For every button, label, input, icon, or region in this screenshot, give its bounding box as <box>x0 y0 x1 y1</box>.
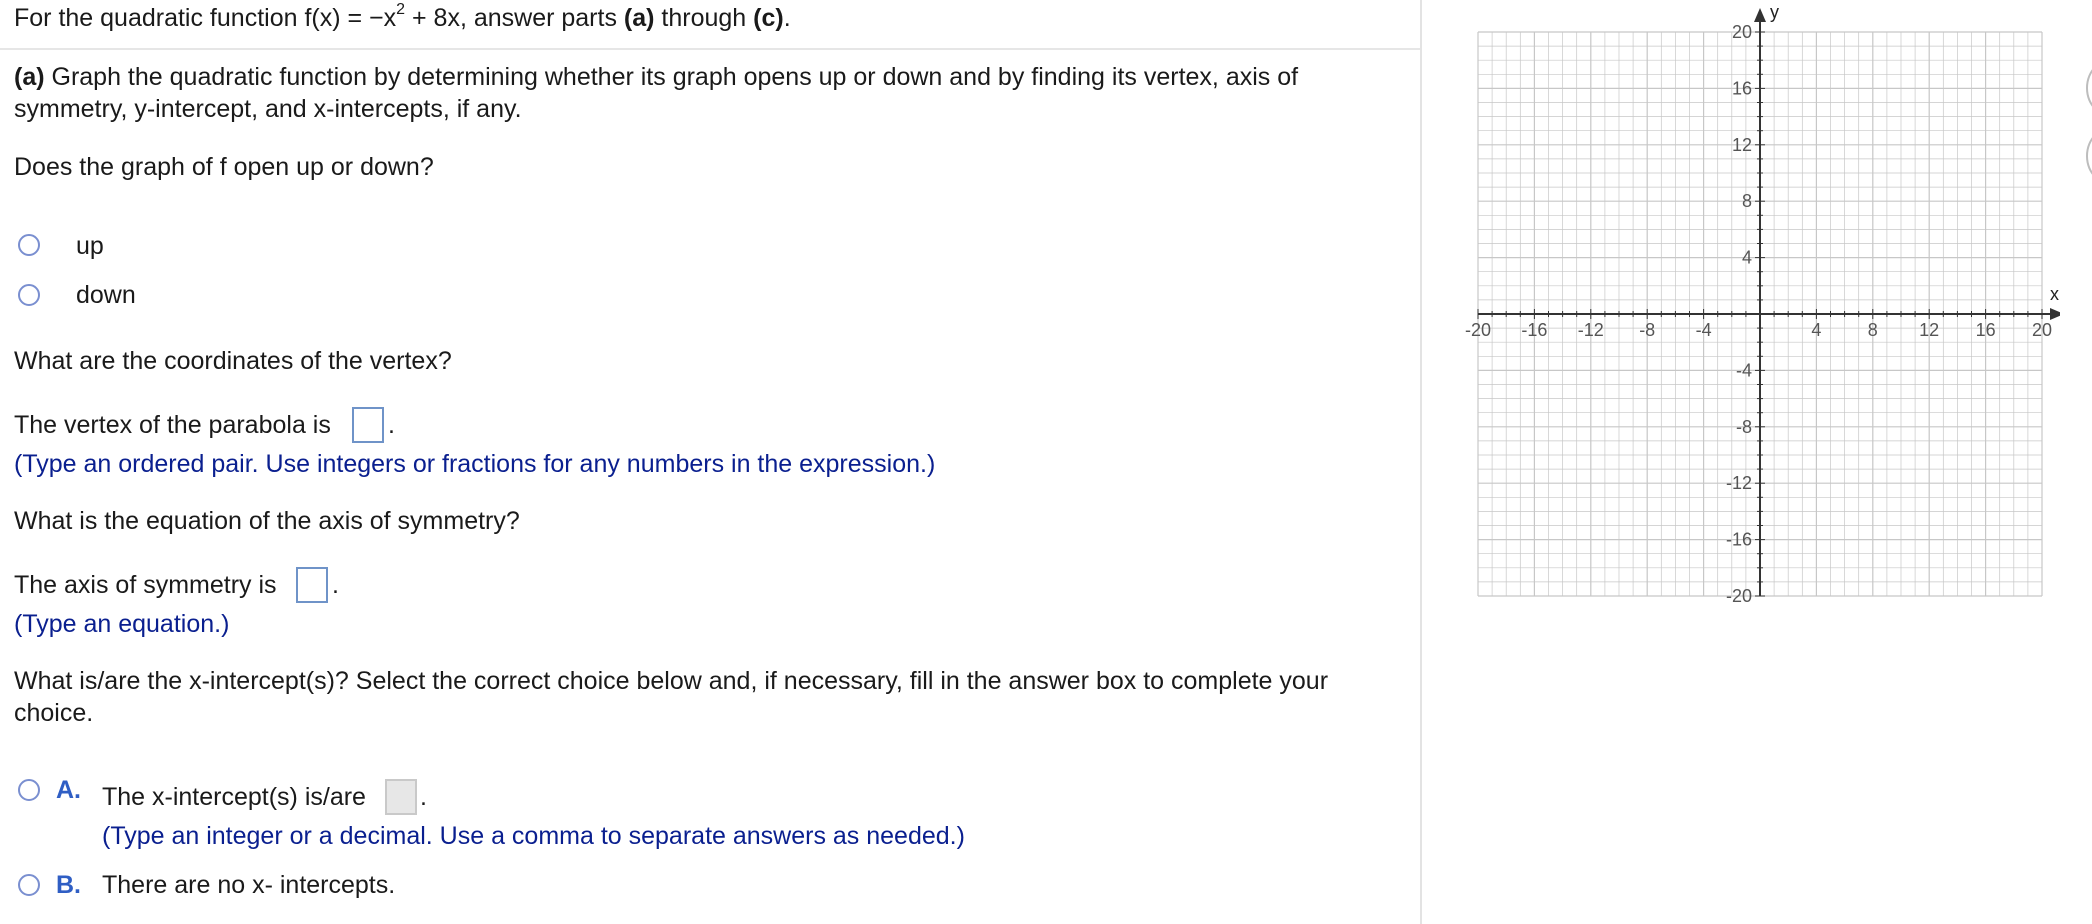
y-axis-arrow <box>1754 8 1766 22</box>
x-tick-label: 4 <box>1811 320 1822 340</box>
option-up-label: up <box>76 232 104 260</box>
axis-answer-box[interactable] <box>296 567 328 603</box>
y-tick-label: 16 <box>1731 78 1752 99</box>
axis-question: What is the equation of the axis of symmetry? <box>14 507 520 535</box>
radio-up[interactable] <box>18 234 40 256</box>
xint-question-line1: What is/are the x-intercept(s)? Select the correct choice below and, if necessary, fill in the answer box to complete your <box>14 667 1329 695</box>
choice-a-letter: A. <box>56 776 81 804</box>
vertex-answer-box[interactable] <box>352 407 384 443</box>
y-tick-label: -4 <box>1735 360 1752 381</box>
y-axis-label: y <box>1770 2 1779 22</box>
x-tick-label: 8 <box>1867 320 1878 340</box>
choice-a-text: The x-intercept(s) is/are <box>102 783 366 811</box>
x-tick-label: -12 <box>1577 320 1604 340</box>
vertex-statement: The vertex of the parabola is <box>14 411 331 439</box>
choice-b-letter: B. <box>56 871 81 899</box>
header-divider <box>0 48 1420 50</box>
x-tick-label: -16 <box>1521 320 1548 340</box>
y-tick-label: -16 <box>1725 529 1752 550</box>
vertex-hint: (Type an ordered pair. Use integers or fractions for any numbers in the expression.) <box>14 450 936 478</box>
x-tick-label: -20 <box>1464 320 1492 340</box>
side-tool-button-1[interactable] <box>2086 56 2092 120</box>
option-down-label: down <box>76 281 136 309</box>
x-axis-arrow <box>2050 308 2060 320</box>
x-tick-label: -4 <box>1695 320 1712 340</box>
side-tool-button-2[interactable] <box>2086 124 2092 188</box>
y-tick-label: 4 <box>1741 247 1752 268</box>
graph-axes <box>1478 8 2060 596</box>
axis-statement: The axis of symmetry is <box>14 571 277 599</box>
xint-answer-box[interactable] <box>385 779 417 815</box>
radio-choice-a[interactable] <box>18 779 40 801</box>
y-tick-label: 12 <box>1731 134 1752 155</box>
coordinate-graph[interactable] <box>1460 0 2060 620</box>
part-a-line1: (a) Graph the quadratic function by determining whether its graph opens up or down and by finding its vertex, axis of <box>14 63 1299 91</box>
x-axis-label: x <box>2050 284 2059 304</box>
y-tick-label: -20 <box>1725 586 1752 606</box>
vertex-question: What are the coordinates of the vertex? <box>14 347 452 375</box>
y-tick-label: 8 <box>1741 191 1752 212</box>
y-tick-label: -12 <box>1725 473 1752 494</box>
choice-a-hint: (Type an integer or a decimal. Use a comma to separate answers as needed.) <box>102 822 965 850</box>
vertex-period: . <box>388 411 395 439</box>
open-question: Does the graph of f open up or down? <box>14 153 434 181</box>
y-tick-label: -8 <box>1735 416 1752 437</box>
axis-hint: (Type an equation.) <box>14 610 230 638</box>
x-tick-label: 16 <box>1975 320 1996 340</box>
y-tick-label: 20 <box>1731 22 1752 42</box>
x-tick-label: 20 <box>2031 320 2053 340</box>
x-tick-label: 12 <box>1919 320 1940 340</box>
radio-down[interactable] <box>18 284 40 306</box>
choice-a-period: . <box>420 783 427 811</box>
xint-question-line2: choice. <box>14 699 94 727</box>
part-a-line2: symmetry, y-intercept, and x-intercepts, if any. <box>14 95 522 123</box>
question-prompt: For the quadratic function $f(x) = -x^2 + 8x$, answer parts (a) through (c). <box>14 1 791 32</box>
axis-period: . <box>332 571 339 599</box>
choice-b-text: There are no x- intercepts. <box>102 871 396 899</box>
x-tick-labels <box>1465 320 2052 340</box>
radio-choice-b[interactable] <box>18 874 40 896</box>
x-tick-label: -8 <box>1639 320 1656 340</box>
